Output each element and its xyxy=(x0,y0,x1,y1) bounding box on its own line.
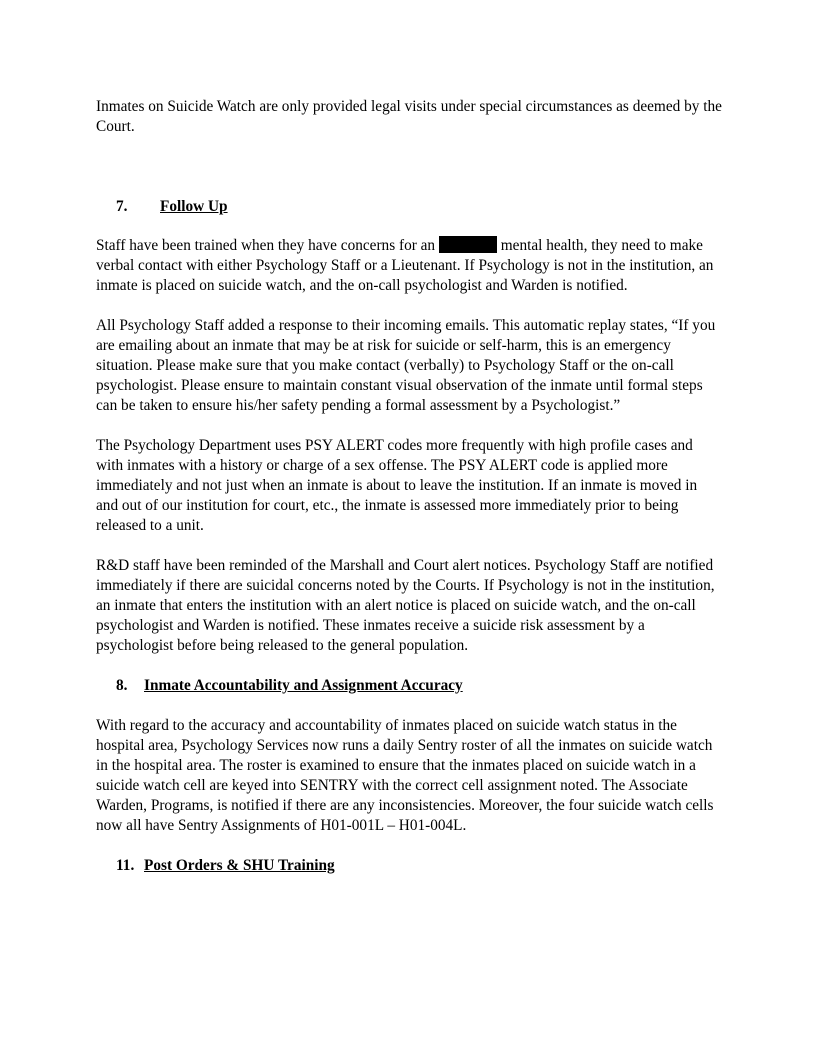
section-7-p1-after: mental health, they need to make verbal contact with either Psychology Staff or a Lieutenant. If Psychology is not in the institution, an inmate is placed on suicide watch, and the on-call psychologist and Warden is notified. xyxy=(96,237,714,294)
section-7-number: 7. xyxy=(116,198,128,215)
section-8-heading xyxy=(116,676,722,696)
section-8-title: Inmate Accountability and Assignment Accuracy xyxy=(144,677,463,694)
section-7-paragraph-2: All Psychology Staff added a response to their incoming emails. This automatic replay states, “If you are emailing about an inmate that may be at risk for suicide or self-harm, this is an emergency situation. Please make sure that you make contact (verbally) to Psychology Staff or the on-call psychologist. Please ensure to maintain constant visual observation of the inmate until formal steps can be taken to ensure his/her safety pending a formal assessment by a Psychologist.” xyxy=(96,317,716,414)
section-11-number: 11. xyxy=(116,857,135,874)
section-7-p1-before: Staff have been trained when they have concerns for an xyxy=(96,237,436,254)
redaction-block xyxy=(439,236,497,253)
section-11-title: Post Orders & SHU Training xyxy=(144,857,335,874)
intro-paragraph: Inmates on Suicide Watch are only provided legal visits under special circumstances as deemed by the Court. xyxy=(96,98,722,135)
section-8-paragraph-1: With regard to the accuracy and accountability of inmates placed on suicide watch status in the hospital area, Psychology Services now runs a daily Sentry roster of all the inmates on suicide watch in the hospital area. The roster is examined to ensure that the inmates placed on suicide watch in a suicide watch cell are keyed into SENTRY with the correct cell assignment noted. The Associate Warden, Programs, is notified if there are any inconsistencies. Moreover, the four suicide watch cells now all have Sentry Assignments of H01-001L – H01-004L. xyxy=(96,717,714,834)
section-7-title: Follow Up xyxy=(160,198,228,215)
document-page xyxy=(96,97,722,876)
section-7-paragraph-4: R&D staff have been reminded of the Marshall and Court alert notices. Psychology Staff are notified immediately if there are suicidal concerns noted by the Courts. If Psychology is not in the institution, an inmate that enters the institution with an alert notice is placed on suicide watch, and the on-call psychologist and Warden is notified. These inmates receive a suicide risk assessment by a psychologist before being released to the general population. xyxy=(96,557,715,654)
section-7-heading xyxy=(116,197,722,217)
section-8-number: 8. xyxy=(116,677,128,694)
section-11-heading xyxy=(116,856,722,876)
section-7-paragraph-3: The Psychology Department uses PSY ALERT codes more frequently with high profile cases and with inmates with a history or charge of a sex offense. The PSY ALERT code is applied more immediately and not just when an inmate is about to leave the institution. If an inmate is moved in and out of our institution for court, etc., the inmate is assessed more immediately prior to being released to a unit. xyxy=(96,437,698,534)
section-7-paragraph-1 xyxy=(96,236,722,296)
